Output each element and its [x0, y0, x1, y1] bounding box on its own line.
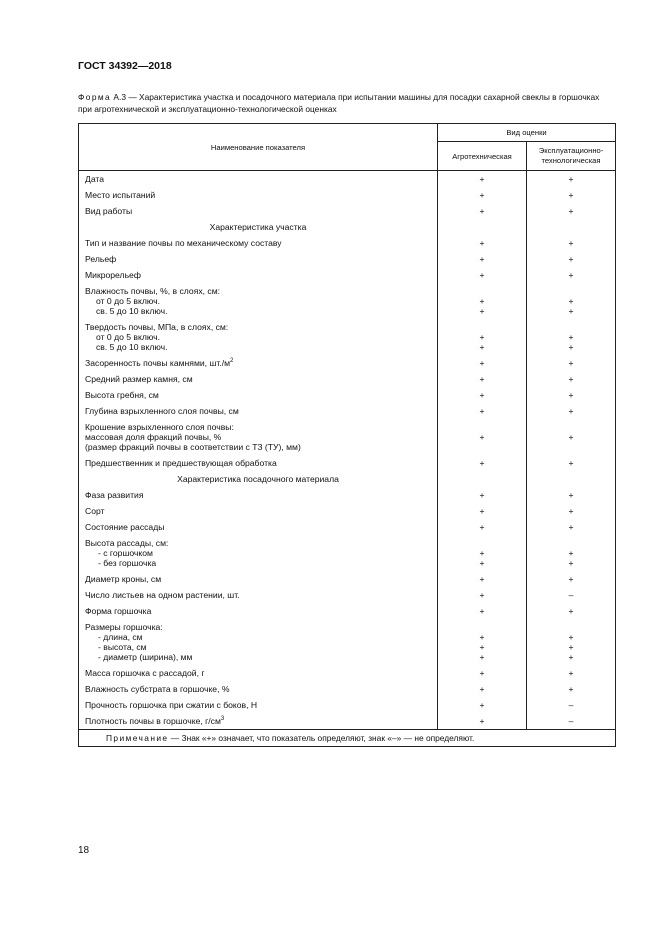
document-header: ГОСТ 34392—2018 [78, 60, 172, 72]
table-row: Размеры горшочка: - длина, см - высота, см - диаметр (ширина), мм + + + + + + [79, 619, 616, 665]
section-title: Характеристика участка [79, 219, 438, 235]
table-row: Плотность почвы в горшочке, $г/см^3$ + – [79, 713, 616, 730]
page-number: 18 [78, 845, 90, 856]
table-row: Прочность горшочка при сжатии с боков, Н + – [79, 697, 616, 713]
section-row [79, 471, 616, 487]
section-title: Характеристика посадочного материала [79, 471, 438, 487]
indicator-table [78, 123, 616, 747]
col-header-group: Вид оценки [438, 124, 616, 142]
table-row: Вид работы + + [79, 203, 616, 219]
table-row: Число листьев на одном растении, шт. + – [79, 587, 616, 603]
table-row: Глубина взрыхленного слоя почвы, см + + [79, 403, 616, 419]
table-row: Влажность почвы, %, в слоях, см: от 0 до 5 включ. св. 5 до 10 включ. + + + + [79, 283, 616, 319]
table-note: Примечание — Знак «+» означает, что показатель определяют, знак «–» — не определяют. [79, 730, 616, 747]
form-caption-label: Форма [78, 92, 112, 102]
table-row: Дата + + [79, 171, 616, 188]
col-header-name: Наименование показателя [79, 124, 438, 171]
table-row: Фаза развития + + [79, 487, 616, 503]
table-row: Состояние рассады + + [79, 519, 616, 535]
table-row: Высота гребня, см + + [79, 387, 616, 403]
col-header-agro: Агротехническая [438, 142, 527, 171]
table-row: Форма горшочка + + [79, 603, 616, 619]
table-row: Место испытаний + + [79, 187, 616, 203]
table-note-row [79, 730, 616, 747]
table-row: Рельеф + + [79, 251, 616, 267]
table-row: Тип и название почвы по механическому составу + + [79, 235, 616, 251]
table-row: Сорт + + [79, 503, 616, 519]
table-row: Предшественник и предшествующая обработка + + [79, 455, 616, 471]
table-row: Твердость почвы, МПа, в слоях, см: от 0 до 5 включ. св. 5 до 10 включ. + + + + [79, 319, 616, 355]
section-row [79, 219, 616, 235]
form-caption [78, 91, 615, 115]
table-row: Высота рассады, см: - с горшочком - без горшочка + + + + [79, 535, 616, 571]
table-row: Крошение взрыхленного слоя почвы: массовая доля фракций почвы, % (размер фракций почвы в соответствии с ТЗ (ТУ), мм) + + [79, 419, 616, 455]
table-row: Засоренность почвы камнями, $шт./м^2$ + + [79, 355, 616, 371]
table-row: Средний размер камня, см + + [79, 371, 616, 387]
form-caption-text: А.3 — Характеристика участка и посадочного материала при испытании машины для посадки сахарной свеклы в горшочках при агротехнической и эксплуатационно-технологической оценках [78, 92, 600, 114]
col-header-expl: Эксплуатационно- технологическая [527, 142, 616, 171]
table-row: Масса горшочка с рассадой, г + + [79, 665, 616, 681]
table-row: Микрорельеф + + [79, 267, 616, 283]
table-row: Влажность субстрата в горшочке, % + + [79, 681, 616, 697]
table-row: Диаметр кроны, см + + [79, 571, 616, 587]
